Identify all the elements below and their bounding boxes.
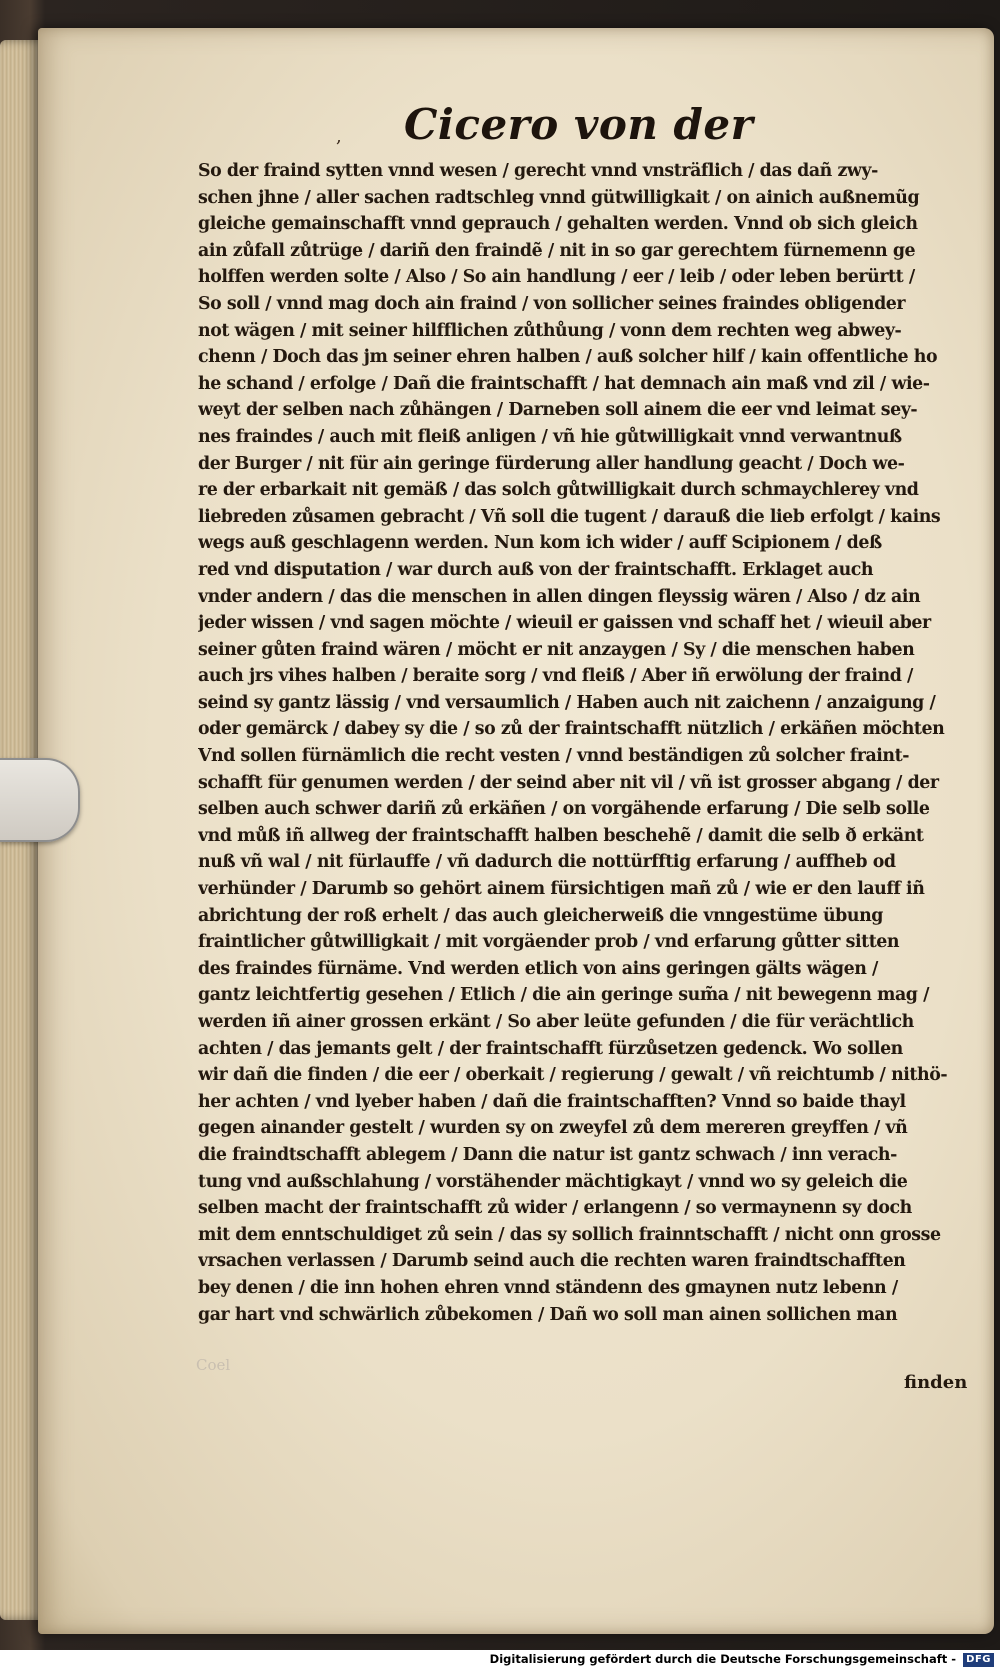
text-line: selben auch schwer dariñ zů erkäñen / on vorgähende erfarung / Die selb solle xyxy=(198,799,930,820)
text-line: des fraindes fürnäme. Vnd werden etlich von ains geringen gälts wägen / xyxy=(198,958,878,979)
text-line: nuß vñ wal / nit fürlauffe / vñ dadurch die nottürfftig erfarung / auffheb od xyxy=(198,852,896,873)
text-line: weyt der selben nach zůhängen / Darneben soll ainem die eer vnd leimat sey- xyxy=(198,400,918,421)
text-line: mit dem enntschuldiget zů sein / das sy sollich frainntschafft / nicht onn grosse xyxy=(198,1224,941,1245)
faint-pencil-mark: Coel xyxy=(196,1356,231,1374)
text-line: wir dañ die finden / die eer / oberkait / regierung / gewalt / vñ reichtumb / nithö- xyxy=(198,1065,948,1086)
text-line: re der erbarkait nit gemäß / das solch gůtwilligkait durch schmaychlerey vnd xyxy=(198,480,919,501)
text-line: gar hart vnd schwärlich zůbekomen / Dañ wo soll man ainen sollichen man xyxy=(198,1304,898,1325)
text-line: So soll / vnnd mag doch ain fraind / von sollicher seines fraindes obligender xyxy=(198,293,906,314)
text-line: fraintlicher gůtwilligkait / mit vorgäender prob / vnd erfarung gůtter sitten xyxy=(198,932,900,953)
text-line: vrsachen verlassen / Darumb seind auch die rechten waren fraindtschafften xyxy=(198,1251,906,1272)
text-line: liebreden zůsamen gebracht / Vñ soll die tugent / darauß die lieb erfolgt / kains xyxy=(198,506,941,527)
text-line: Vnd sollen fürnämlich die recht vesten / vnnd beständigen zů solcher fraint- xyxy=(198,746,909,767)
text-line: schafft für genumen werden / der seind aber nit vil / vñ ist grosser abgang / der xyxy=(198,772,939,793)
body-text xyxy=(198,158,978,1328)
text-line: he schand / erfolge / Dañ die fraintschafft / hat demnach ain maß vnd zil / wie- xyxy=(198,373,930,394)
text-line: seind sy gantz lässig / vnd versaumlich / Haben auch nit zaichenn / anzaigung / xyxy=(198,692,936,713)
footer-bar xyxy=(0,1650,1000,1670)
text-line: auch jrs vihes halben / beraite sorg / vnd fleiß / Aber iñ erwölung der fraind / xyxy=(198,666,913,687)
running-head: Cicero von der xyxy=(404,100,754,149)
text-line: ain zůfall zůtrüge / dariñ den fraindẽ / nit in so gar gerechtem fürnemenn ge xyxy=(198,240,916,261)
dfg-logo: DFG xyxy=(963,1653,994,1667)
page-mark: , xyxy=(336,126,342,147)
footer-credit: Digitalisierung gefördert durch die Deutsche Forschungsgemeinschaft - xyxy=(489,1652,956,1666)
text-line: selben macht der fraintschafft zů wider / erlangenn / so vermaynenn sy doch xyxy=(198,1198,912,1219)
text-line: her achten / vnd lyeber haben / dañ die fraintschafften? Vnnd so baide thayl xyxy=(198,1091,906,1112)
text-line: wegs auß geschlagenn werden. Nun kom ich wider / auff Scipionem / deß xyxy=(198,533,882,554)
catchword: finden xyxy=(904,1372,968,1393)
text-line: oder gemärck / dabey sy die / so zů der fraintschafft nützlich / erkäñen möchten xyxy=(198,719,945,740)
text-line: tung vnd außschlahung / vorstähender mächtigkayt / vnnd wo sy geleich die xyxy=(198,1171,908,1192)
text-line: nes fraindes / auch mit fleiß anligen / vñ hie gůtwilligkait vnnd verwantnuß xyxy=(198,426,902,447)
text-line: gleiche gemainschafft vnnd geprauch / gehalten werden. Vnnd ob sich gleich xyxy=(198,214,918,235)
page-clip xyxy=(0,758,80,842)
text-line: verhünder / Darumb so gehört ainem fürsichtigen mañ zů / wie er den lauff iñ xyxy=(198,879,925,900)
text-line: seiner gůten fraind wären / möcht er nit anzaygen / Sy / die menschen haben xyxy=(198,639,915,660)
text-line: chenn / Doch das jm seiner ehren halben / auß solcher hilf / kain offentliche ho xyxy=(198,347,938,368)
text-line: holffen werden solte / Also / So ain handlung / eer / leib / oder leben berürtt / xyxy=(198,267,915,288)
text-line: vnd můß iñ allweg der fraintschafft halben beschehẽ / damit die selb ð erkänt xyxy=(198,825,924,846)
text-line: achten / das jemants gelt / der fraintschafft fürzůsetzen gedenck. Wo sollen xyxy=(198,1038,903,1059)
text-line: red vnd disputation / war durch auß von der fraintschafft. Erklaget auch xyxy=(198,559,874,580)
text-line: jeder wissen / vnd sagen möchte / wieuil er gaissen vnd schaff het / wieuil aber xyxy=(198,613,931,634)
text-line: schen jhne / aller sachen radtschleg vnnd gütwilligkait / on ainich außnemũg xyxy=(198,187,920,208)
text-line: werden iñ ainer grossen erkänt / So aber leüte gefunden / die für verächtlich xyxy=(198,1012,914,1032)
text-line: gegen ainander gestelt / wurden sy on zweyfel zů dem mereren greyffen / vñ xyxy=(198,1118,908,1139)
text-line: die fraindtschafft ablegem / Dann die natur ist gantz schwach / inn verach- xyxy=(198,1144,897,1165)
text-line: abrichtung der roß erhelt / das auch gleicherweiß die vnngestüme übung xyxy=(198,905,883,926)
text-line: vnder andern / das die menschen in allen dingen fleyssig wären / Also / dz ain xyxy=(198,586,921,607)
text-line: So der fraind sytten vnnd wesen / gerecht vnnd vnsträflich / das dañ zwy- xyxy=(198,161,878,181)
text-line: bey denen / die inn hohen ehren vnnd ständenn des gmaynen nutz lebenn / xyxy=(198,1277,898,1298)
text-line: der Burger / nit für ain geringe fürderung aller handlung geacht / Doch we- xyxy=(198,453,905,474)
text-line: gantz leichtfertig gesehen / Etlich / die ain geringe sum̃a / nit bewegenn mag / xyxy=(198,985,930,1006)
text-line: not wägen / mit seiner hilfflichen zůthůung / vonn dem rechten weg abwey- xyxy=(198,320,902,341)
